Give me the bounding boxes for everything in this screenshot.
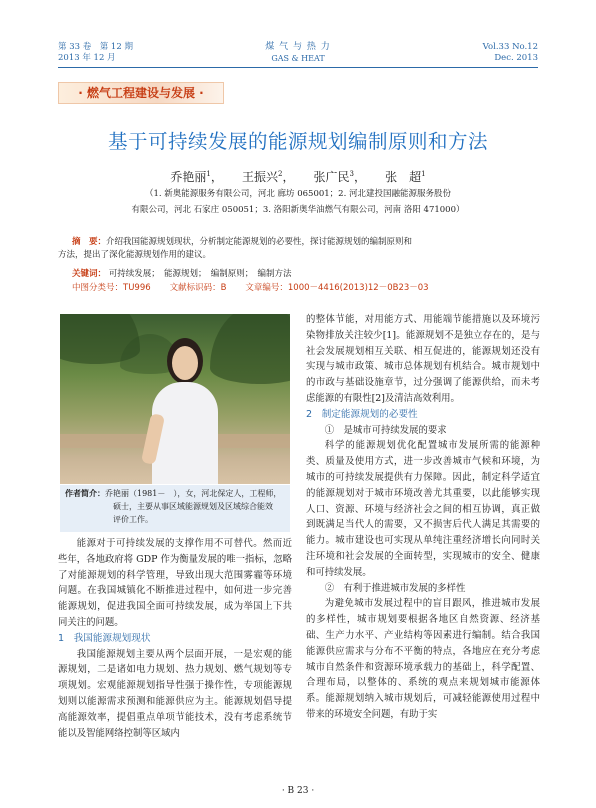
body-paragraph: 能源对于可持续发展的支撑作用不可替代。然而近些年，各地政府将 GDP 作为衡量发展的唯一指标，忽略了对能源规划的科学管理，导致出现大范围雾霾等环境问题。在我国城镇化不断推进过程中，如何进一步完善能源规划，促进我国全面可持续发展，成为举国上下共同关注的问题。 xyxy=(58,538,292,628)
classification-line xyxy=(72,282,429,295)
subsection-heading: ② 有利于推进城市发展的多样性 xyxy=(324,582,466,594)
subsection-heading: ① 是城市可持续发展的要求 xyxy=(324,424,447,436)
author-photo xyxy=(60,314,290,484)
header-rule xyxy=(58,67,538,68)
abstract-label: 摘 要： xyxy=(72,237,107,247)
doc-value: B xyxy=(220,283,227,293)
art-value: 1000－4416(2013)12－0B23－03 xyxy=(287,283,429,293)
page-number: · B 23 · xyxy=(281,786,315,796)
author-name: 张广民 xyxy=(313,170,350,184)
journal-volume: 第 33 卷 第 12 期 2013 年 12 月 xyxy=(58,42,133,63)
author-sup: 1 xyxy=(206,170,211,178)
abstract xyxy=(58,236,530,262)
affiliation-line: 有限公司，河北 石家庄 050051；3. 洛阳新奥华油燃气有限公司，河南 洛阳 471000） xyxy=(131,205,465,215)
clc-value: TU996 xyxy=(123,283,151,293)
keywords-label: 关键词： xyxy=(72,269,107,279)
author-sup: 3 xyxy=(349,170,355,178)
article-title: 基于可持续发展的能源规划编制原则和方法 xyxy=(107,130,488,153)
art-label: 文章编号： xyxy=(245,283,288,293)
author-bio-text: 评价工作。 xyxy=(113,515,153,524)
journal-volume-en: Vol.33 No.12 Dec. 2013 xyxy=(482,42,538,63)
body-paragraph: 科学的能源规划优化配置城市发展所需的能源种类、质量及使用方式，进一步改善城市气候和环境，为城市的可持续发展提供有力保障。因此，制定科学适宜的能源规划对于城市环境改善尤其重要，以此能够实现人口、资源、环境与经济社会之间的相互协调，真正做到既满足当代人的需要，又不损害后代人满足其需要的能力。城市建设也可实现从单纯注重经济增长向同时关注环境和社会发展的全面转型，实现城市的安全、健康和可持续发展。 xyxy=(306,440,540,578)
author-name: 王振兴 xyxy=(241,170,278,184)
author-bio-text: 乔艳丽（1981－ ），女，河北保定人，工程师， xyxy=(105,489,282,498)
body-paragraph: 的整体节能，对用能方式、用能端节能措施以及环境污染物排放关注较少[1]。能源规划不是独立存在的，是与社会发展规划相互关联、相互促进的，能源规划还没有实现与城市政策、城市总体规划有机结合。城市规划中的市政与基础设施章节，过分强调了能源供给，而未考虑能源的有限性[2]及清洁高效利用。 xyxy=(306,314,540,404)
abstract-text: 介绍我国能源规划现状，分析制定能源规划的必要性，探讨能源规划的编制原则和 xyxy=(106,237,413,247)
keywords-text: 可持续发展； 能源规划； 编制原则； 编制方法 xyxy=(108,269,292,279)
doc-label: 文献标识码： xyxy=(169,283,221,293)
body-paragraph: 我国能源规划主要从两个层面开展，一是宏观的能源规划，二是诸如电力规划、热力规划、燃气规划等专项规划。宏观能源规划指导性强于操作性，专项能源规划则以能源需求预测和能源供应为主。能源规划倡导提高能源效率，提倡重点单项节能技术，没有考虑系统节能以及智能网络控制等区域内 xyxy=(58,648,292,739)
section-heading: 2 制定能源规划的必要性 xyxy=(306,408,418,420)
author-bio xyxy=(60,485,290,532)
section-heading: 1 我国能源规划现状 xyxy=(58,632,151,644)
section-tag: · 燃气工程建设与发展 · xyxy=(58,82,224,104)
author-sup: 2 xyxy=(277,170,283,178)
author-bio-text: 硕士，主要从事区域能源规划及区域综合能效 xyxy=(113,502,273,511)
author-name: 张 超 xyxy=(385,170,422,184)
author-name: 乔艳丽 xyxy=(170,170,207,184)
keywords xyxy=(72,268,291,281)
body-paragraph: 为避免城市发展过程中的盲目跟风，推进城市发展的多样性，城市规划要根据各地区自然资源、经济基础、生产力水平、产业结构等因素进行编制。结合我国能源供应需求与分布不平衡的特点，各地应在充分考虑城市自然条件和资源环境承载力的基础上，科学配置、合理布局，以整体的、系统的观点来规划城市能源体系。能源规划纳入城市规划后，可减轻能源使用过程中带来的环境安全问题，有助于实 xyxy=(306,598,540,720)
author-list: 乔艳丽$^1$， 王振兴$^2$， 张广民$^3$， 张 超$^1$ xyxy=(170,170,426,184)
author-sup: 1 xyxy=(421,170,426,178)
journal-title: 煤 气 与 热 力 GAS & HEAT xyxy=(265,42,331,63)
clc-label: 中图分类号： xyxy=(72,283,124,293)
right-column xyxy=(306,312,540,723)
abstract-text-2: 方法，提出了深化能源规划作用的建议。 xyxy=(58,250,212,260)
affiliation-line: （1. 新奥能源服务有限公司，河北 廊坊 065001；2. 河北建投国融能源服务股份 xyxy=(145,189,451,199)
author-bio-label: 作者简介： xyxy=(65,489,105,498)
left-column xyxy=(58,536,292,741)
